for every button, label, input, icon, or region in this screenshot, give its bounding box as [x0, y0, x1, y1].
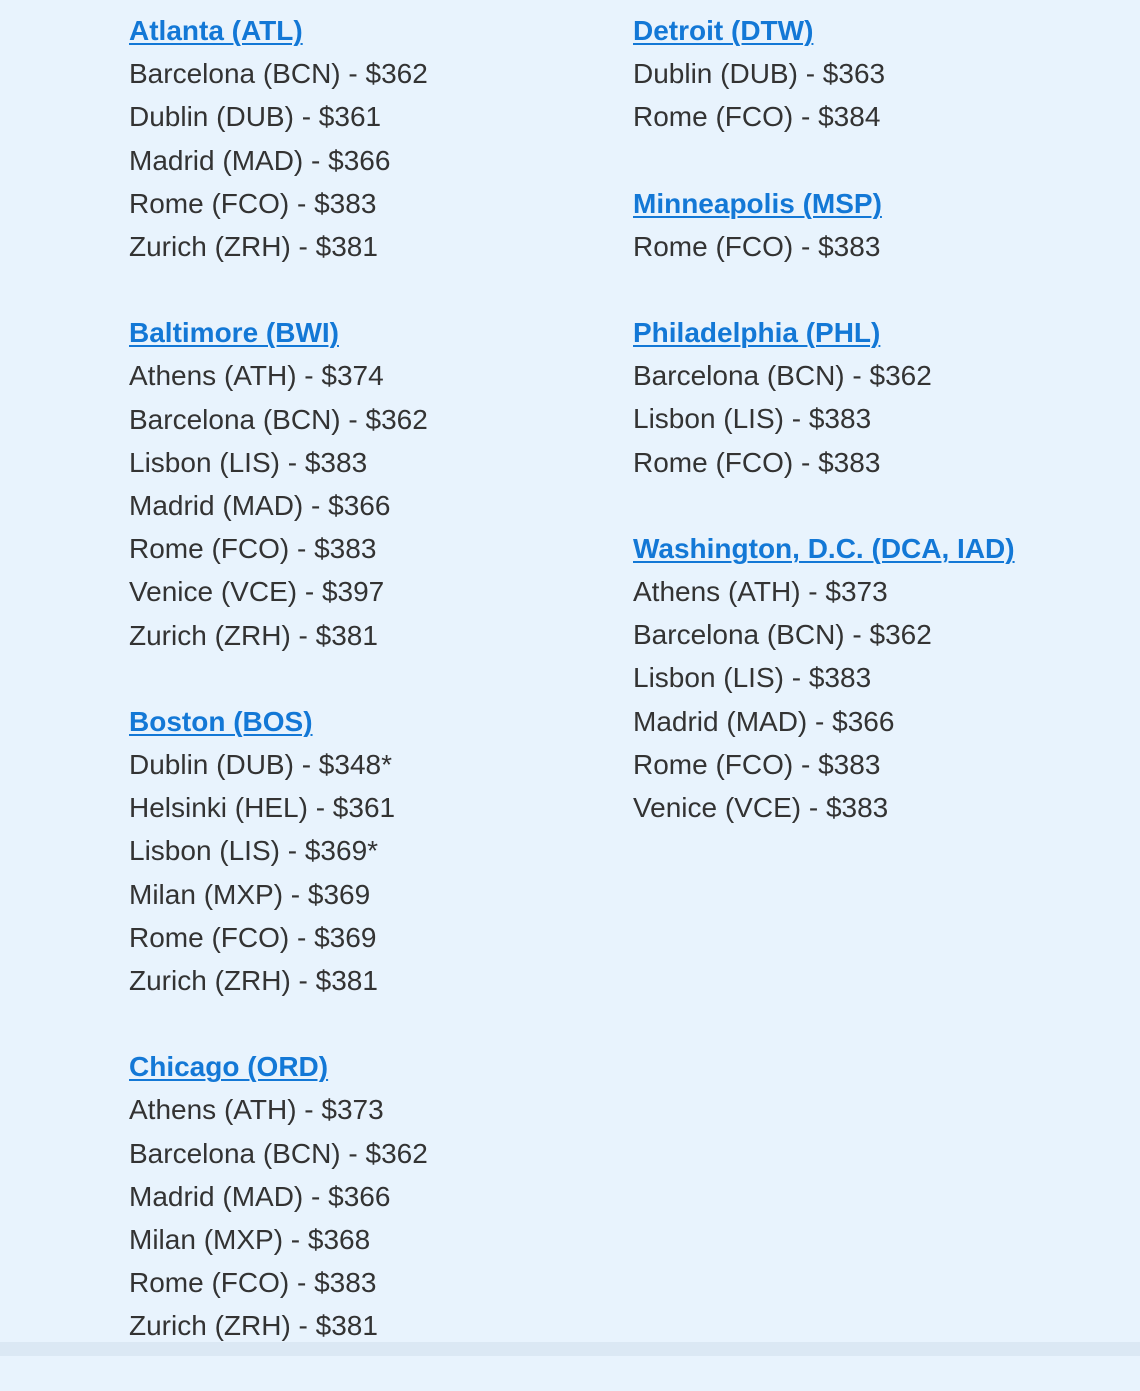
route-fare-item: Dublin (DUB) - $361	[129, 101, 382, 133]
route-fare-item: Lisbon (LIS) - $383	[129, 446, 368, 478]
route-fare-item: Barcelona (BCN) - $362	[633, 619, 932, 651]
route-fare-item: Helsinki (HEL) - $361	[129, 792, 396, 824]
departure-city-group	[129, 9, 599, 268]
route-fare-item: Venice (VCE) - $397	[129, 576, 385, 608]
route-fare-item: Zurich (ZRH) - $381	[129, 231, 378, 263]
route-fare-item: Barcelona (BCN) - $362	[633, 360, 932, 392]
route-fare-item: Madrid (MAD) - $366	[129, 1180, 391, 1212]
route-fare-item: Zurich (ZRH) - $381	[129, 965, 378, 997]
departure-city-link[interactable]: Minneapolis (MSP)	[633, 187, 882, 219]
departure-city-group	[129, 1045, 599, 1347]
right-column	[633, 9, 1103, 872]
route-fare-item: Barcelona (BCN) - $362	[129, 403, 428, 435]
route-fare-item: Rome (FCO) - $383	[129, 533, 377, 565]
route-fare-item: Athens (ATH) - $374	[129, 360, 384, 392]
departure-city-group	[633, 182, 1103, 268]
departure-city-group	[633, 9, 1103, 139]
route-fare-item: Rome (FCO) - $369	[129, 921, 377, 953]
route-fare-item: Rome (FCO) - $383	[633, 446, 881, 478]
route-fare-item: Madrid (MAD) - $366	[129, 144, 391, 176]
route-fare-item: Rome (FCO) - $383	[129, 1267, 377, 1299]
departure-city-group	[633, 527, 1103, 829]
route-fare-item: Barcelona (BCN) - $362	[129, 1137, 428, 1169]
route-fare-item: Milan (MXP) - $369	[129, 878, 371, 910]
departure-city-link[interactable]: Atlanta (ATL)	[129, 15, 303, 46]
route-fare-item: Dublin (DUB) - $348*	[129, 749, 392, 781]
route-fare-item: Athens (ATH) - $373	[129, 1094, 384, 1126]
route-fare-item: Zurich (ZRH) - $381	[129, 1310, 378, 1342]
departure-city-link[interactable]: Boston (BOS)	[129, 705, 313, 737]
route-fare-item: Rome (FCO) - $383	[129, 187, 377, 219]
departure-city-link[interactable]: Washington, D.C. (DCA, IAD)	[633, 532, 1015, 564]
departure-city-group	[633, 311, 1103, 484]
route-fare-item: Milan (MXP) - $368	[129, 1224, 371, 1256]
left-column	[129, 9, 599, 1391]
route-fare-item: Venice (VCE) - $383	[633, 792, 889, 824]
route-fare-item: Dublin (DUB) - $363	[633, 58, 886, 90]
route-fare-item: Rome (FCO) - $383	[633, 230, 881, 262]
departure-city-group	[129, 700, 599, 1002]
route-fare-item: Lisbon (LIS) - $383	[633, 662, 872, 694]
departure-city-link[interactable]: Philadelphia (PHL)	[633, 317, 881, 349]
departure-city-link[interactable]: Detroit (DTW)	[633, 15, 814, 46]
route-fare-item: Madrid (MAD) - $366	[129, 490, 391, 522]
departure-city-link[interactable]: Baltimore (BWI)	[129, 317, 339, 349]
route-fare-item: Barcelona (BCN) - $362	[129, 58, 428, 90]
route-fare-item: Athens (ATH) - $373	[633, 576, 888, 608]
bottom-edge	[0, 1342, 1140, 1356]
departure-city-group	[129, 311, 599, 657]
route-fare-item: Madrid (MAD) - $366	[633, 705, 895, 737]
route-fare-item: Rome (FCO) - $383	[633, 748, 881, 780]
route-fare-item: Rome (FCO) - $384	[633, 101, 881, 133]
route-fare-item: Lisbon (LIS) - $369*	[129, 835, 379, 867]
route-fare-item: Lisbon (LIS) - $383	[633, 403, 872, 435]
departure-city-link[interactable]: Chicago (ORD)	[129, 1051, 329, 1083]
route-fare-item: Zurich (ZRH) - $381	[129, 619, 378, 651]
